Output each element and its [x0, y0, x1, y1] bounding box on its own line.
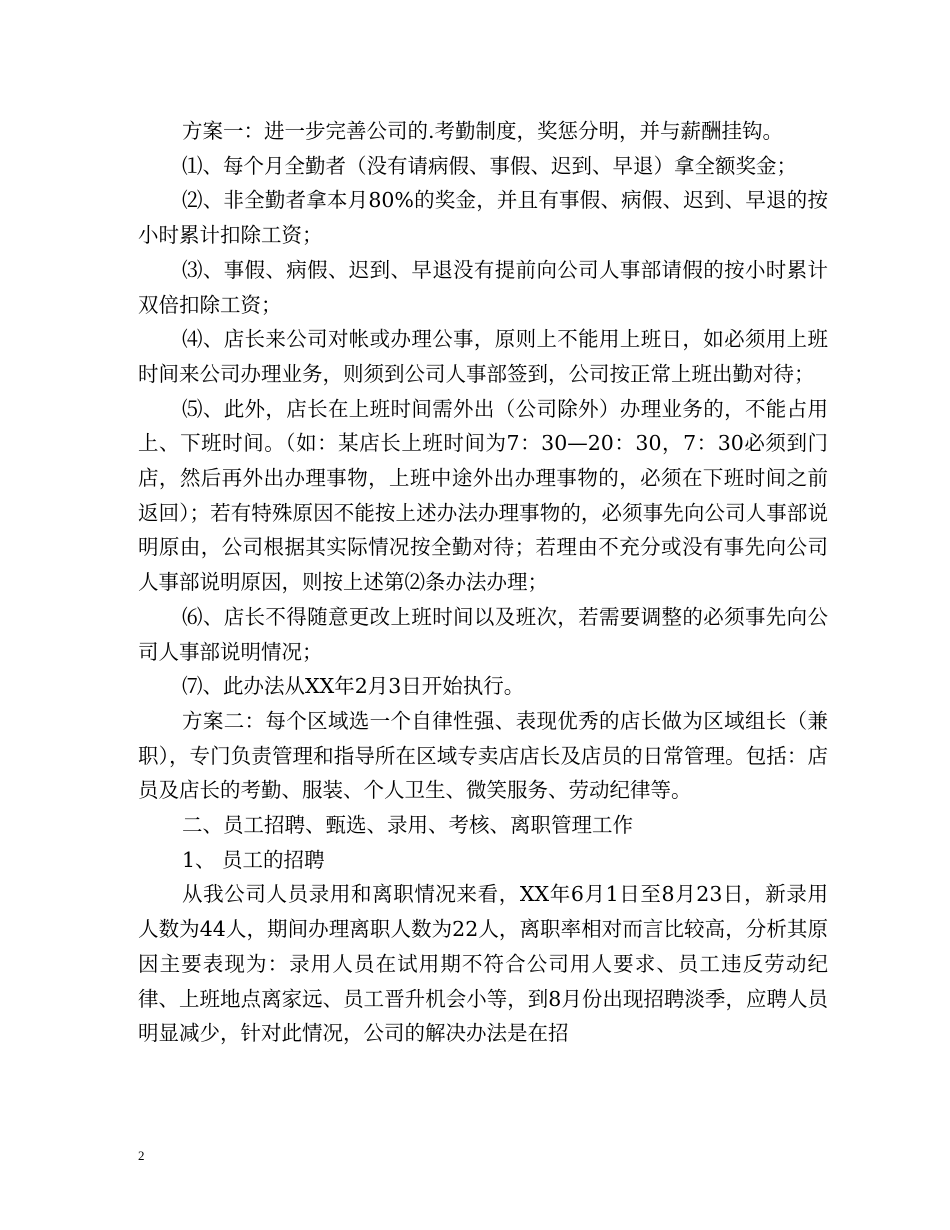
- paragraph-item-6: ⑹、店长不得随意更改上班时间以及班次，若需要调整的必须事先向公司人事部说明情况；: [138, 604, 828, 664]
- paragraph-hiring-analysis: 从我公司人员录用和离职情况来看，XX年6月1日至8月23日，新录用人数为44人，期间办理离职人数为22人，离职率相对而言比较高，分析其原因主要表现为：录用人员在试用期不符合公司用人要求、员工违反劳动纪律、上班地点离家远、员工晋升机会小等，到8月份出现招聘淡季，应聘人员明显减少，针对此情况，公司的解决办法是在招: [138, 882, 828, 1046]
- document-body: [138, 114, 828, 1051]
- section-heading-recruitment: 二、员工招聘、甄选、录用、考核、离职管理工作: [182, 813, 633, 838]
- page-number: 2: [138, 1148, 145, 1163]
- subsection-heading-hiring: 1、 员工的招聘: [182, 847, 325, 872]
- paragraph-item-4: ⑷、店长来公司对帐或办理公事，原则上不能用上班日，如必须用上班时间来公司办理业务，则须到公司人事部签到，公司按正常上班出勤对待；: [138, 327, 828, 386]
- paragraph-item-2: ⑵、非全勤者拿本月80%的奖金，并且有事假、病假、迟到、早退的按小时累计扣除工资；: [138, 188, 828, 248]
- paragraph-plan-two: 方案二：每个区域选一个自律性强、表现优秀的店长做为区域组长（兼职），专门负责管理和指导所在区域专卖店店长及店员的日常管理。包括：店员及店长的考勤、服装、个人卫生、微笑服务、劳动纪律等。: [138, 708, 828, 803]
- paragraph-item-7: ⑺、此办法从XX年2月3日开始执行。: [182, 674, 525, 699]
- paragraph-item-1: ⑴、每个月全勤者（没有请病假、事假、迟到、早退）拿全额奖金；: [182, 153, 797, 178]
- paragraph-plan-one: 方案一：进一步完善公司的.考勤制度，奖惩分明，并与薪酬挂钩。: [182, 119, 784, 143]
- paragraph-item-5: ⑸、此外，店长在上班时间需外出（公司除外）办理业务的，不能占用上、下班时间。（如：某店长上班时间为7：30—20：30，7：30必须到门店，然后再外出办理事物，上班中途外出办理事物的，必须在下班时间之前返回）；若有特殊原因不能按上述办法办理事物的，必须事先向公司人事部说明原由，公司根据其实际情况按全勤对待；若理由不充分或没有事先向公司人事部说明原因，则按上述第⑵条办法办理；: [138, 396, 828, 595]
- paragraph-item-3: ⑶、事假、病假、迟到、早退没有提前向公司人事部请假的按小时累计双倍扣除工资；: [138, 257, 828, 317]
